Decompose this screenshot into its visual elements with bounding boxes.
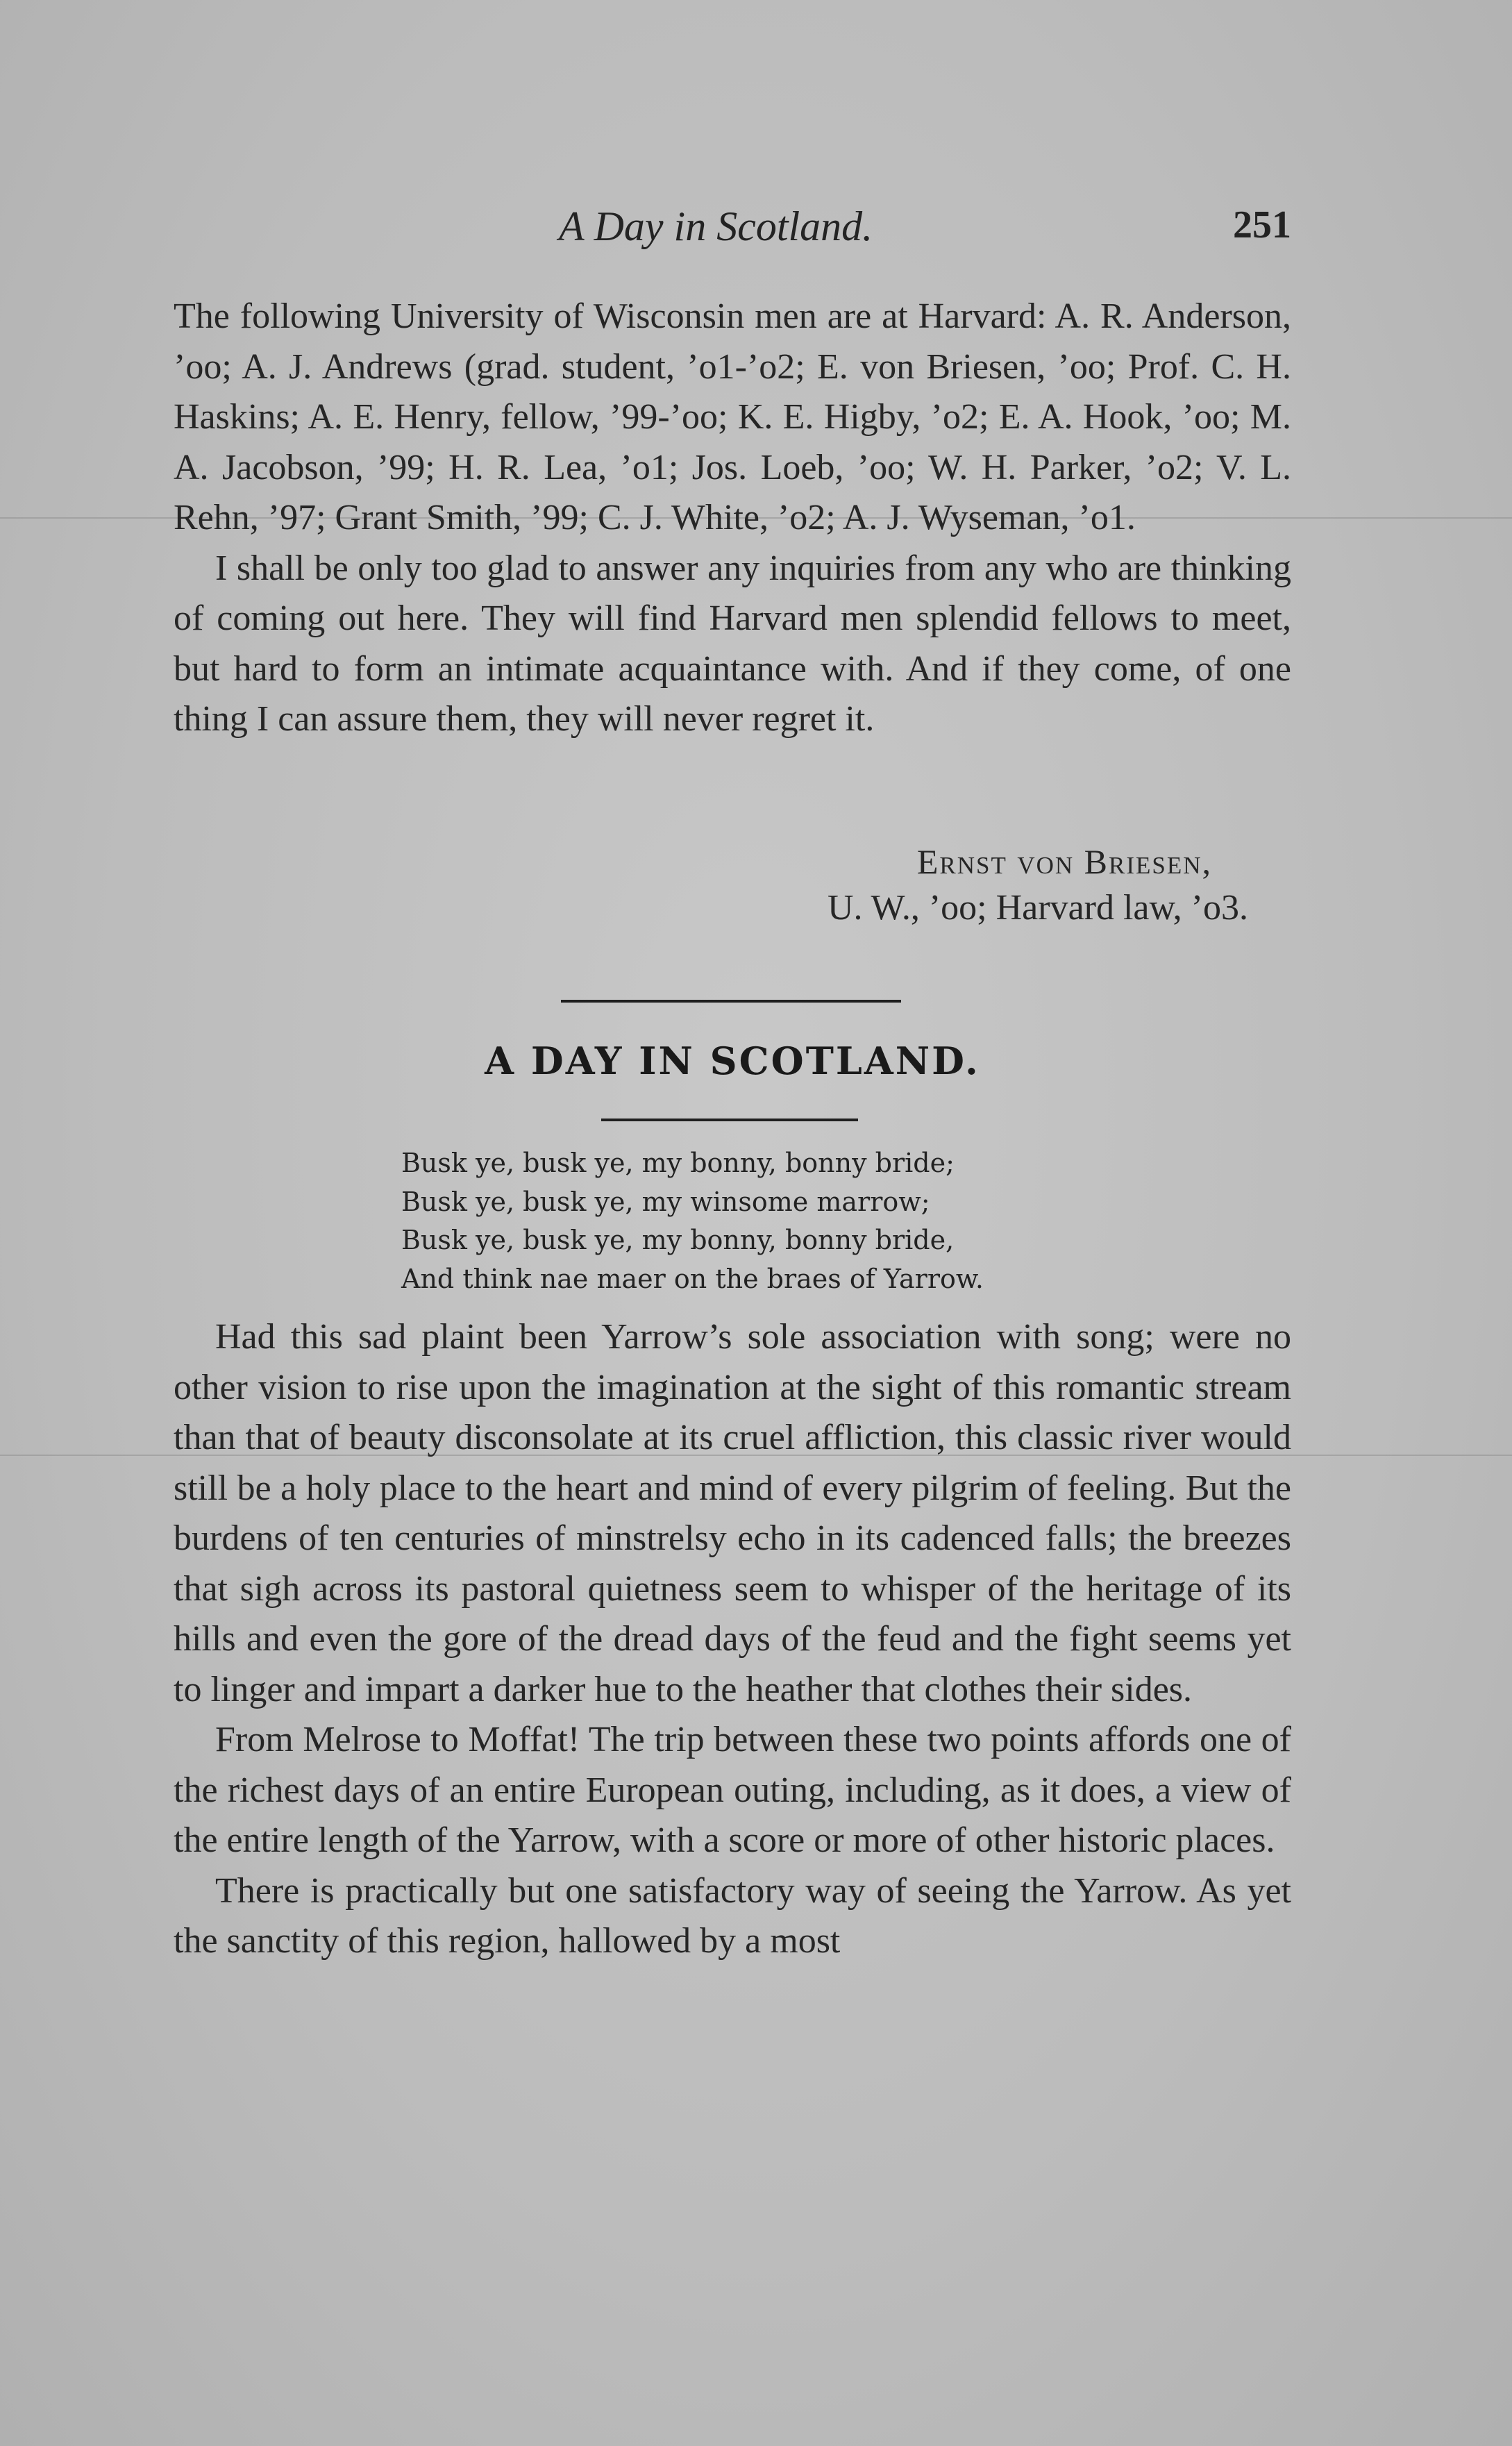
article-paragraph: Had this sad plaint been Yarrow’s sole association with song; were no other vision to rise upon the imagination at the sight of this romantic stream than that of beauty disconsolate at its cruel affliction, this classic river would still be a holy place to the heart and mind of every pilgrim of feeling. But the burdens of ten centuries of minstrelsy echo in its cadenced falls; the breezes that sigh across its pastoral quietness seem to whisper of the heritage of its hills and even the gore of the dread days of the feud and the fight seems yet to linger and impart a darker hue to the heather that clothes their sides. [174, 1317, 1291, 1709]
epigraph-line: Busk ye, busk ye, my bonny, bonny bride, [401, 1225, 955, 1255]
signature-affiliation: U. W., ’oo; Harvard law, ’o3. [827, 888, 1248, 928]
letter-paragraph: I shall be only too glad to answer any inquiries from any who are thinking of coming out here. They will find Harvard men splendid fellows to meet, but hard to form an intimate acquaintance with. And if they come, of one thing I can assure them, they will never regret it. [174, 548, 1291, 739]
letter-paragraph: The following University of Wisconsin men are at Harvard: A. R. Anderson, ’oo; A. J. Andrews (grad. student, ’o1-’o2; E. von Briesen, ’oo; Prof. C. H. Haskins; A. E. Henry, fellow, ’99-’oo; K. E. Higby, ’o2; E. A. Hook, ’oo; M. A. Jacobson, ’99; H. R. Lea, ’o1; Jos. Loeb, ’oo; W. H. Parker, ’o2; V. L. Rehn, ’97; Grant Smith, ’99; C. J. White, ’o2; A. J. Wyseman, ’o1. [174, 296, 1291, 537]
title-underline-rule [601, 1119, 858, 1121]
article-title: A DAY IN SCOTLAND. [485, 1039, 980, 1083]
epigraph-line: Busk ye, busk ye, my bonny, bonny bride; [401, 1148, 955, 1178]
signature-name: Ernst von Briesen, [916, 842, 1212, 881]
article-paragraph: From Melrose to Moffat! The trip between these two points affords one of the richest days of an entire European outing, including, as it does, a view of the entire length of the Yarrow, with a score or more of other historic places. [174, 1720, 1291, 1860]
article-paragraph: There is practically but one satisfactory way of seeing the Yarrow. As yet the sanctity of this region, hallowed by a most [174, 1870, 1291, 1961]
epigraph-line: Busk ye, busk ye, my winsome marrow; [401, 1186, 930, 1217]
article-body [174, 1312, 1291, 1967]
running-head [174, 203, 1291, 265]
epigraph [401, 1144, 1123, 1298]
letter-body [174, 292, 1291, 745]
page-number: 251 [1233, 203, 1291, 246]
section-divider-rule [561, 1000, 901, 1003]
epigraph-line: And think nae maer on the braes of Yarrow. [401, 1263, 984, 1294]
running-title: A Day in Scotland. [559, 203, 873, 249]
